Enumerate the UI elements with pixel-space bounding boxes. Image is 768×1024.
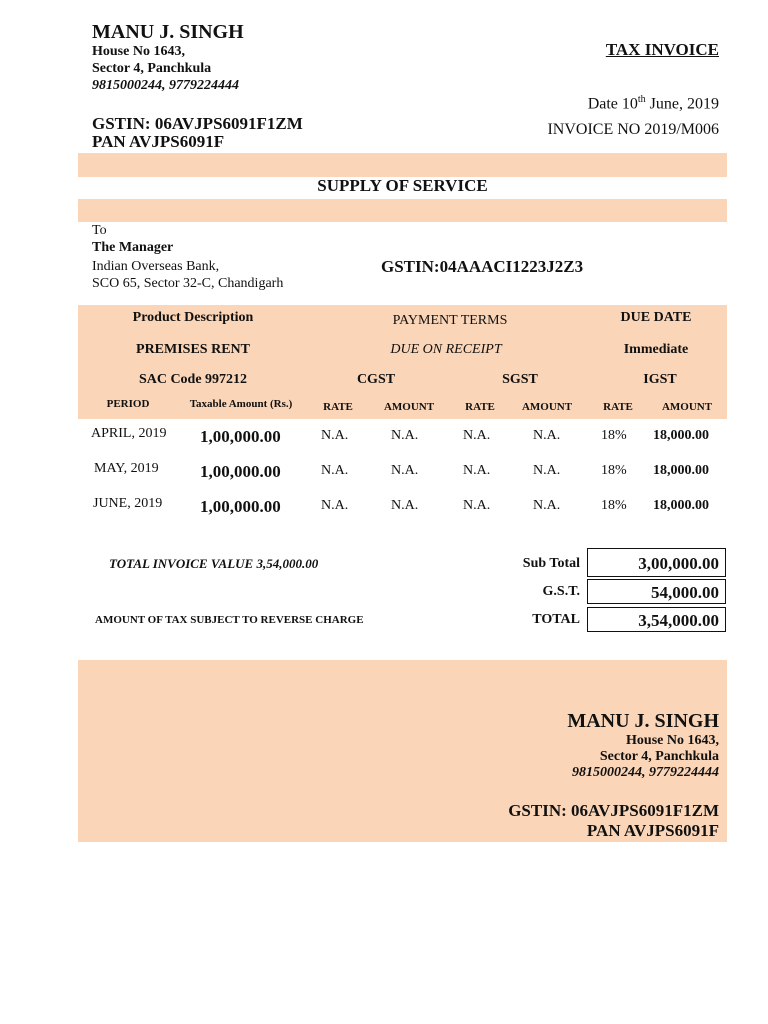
row-cgst-amount: N.A. (391, 498, 419, 513)
row-igst-amount: 18,000.00 (653, 498, 709, 513)
seller-name: MANU J. SINGH (92, 21, 244, 43)
seller-gstin: GSTIN: 06AVJPS6091F1ZM (92, 114, 303, 133)
supply-type: SUPPLY OF SERVICE (317, 176, 488, 195)
gst-value: 54,000.00 (651, 583, 719, 602)
row-igst-amount: 18,000.00 (653, 428, 709, 443)
col-igst-rate: RATE (603, 401, 633, 413)
seller-phones: 9815000244, 9779224444 (92, 78, 239, 93)
total-box (587, 607, 726, 632)
row-sgst-amount: N.A. (533, 498, 561, 513)
row-sgst-rate: N.A. (463, 428, 491, 443)
row-taxable: 1,00,000.00 (200, 497, 281, 516)
reverse-charge-label: AMOUNT OF TAX SUBJECT TO REVERSE CHARGE (95, 614, 364, 626)
buyer-address-line1: Indian Overseas Bank, (92, 259, 220, 274)
col-payment-terms: PAYMENT TERMS (392, 313, 508, 328)
row-igst-rate: 18% (601, 463, 627, 478)
payment-terms-value: DUE ON RECEIPT (390, 342, 502, 357)
gst-box (587, 579, 726, 604)
row-period: MAY, 2019 (94, 461, 159, 476)
subtotal-box (587, 548, 726, 577)
col-sgst: SGST (502, 372, 538, 387)
total-label: TOTAL (532, 612, 580, 627)
row-cgst-amount: N.A. (391, 428, 419, 443)
buyer-attention: The Manager (92, 240, 174, 255)
row-cgst-rate: N.A. (321, 428, 349, 443)
seller-pan: PAN AVJPS6091F (92, 132, 225, 151)
col-cgst-rate: RATE (323, 401, 353, 413)
seller-address-line1: House No 1643, (92, 44, 185, 59)
table-body (78, 420, 727, 525)
col-cgst: CGST (356, 372, 396, 387)
col-period: PERIOD (106, 398, 150, 410)
invoice-number: INVOICE NO 2019/M006 (547, 121, 719, 138)
invoice-date: Date 10th June, 2019 (587, 94, 719, 113)
footer-gstin: GSTIN: 06AVJPS6091F1ZM (508, 801, 719, 820)
footer-pan: PAN AVJPS6091F (586, 821, 719, 840)
row-igst-rate: 18% (601, 498, 627, 513)
row-sgst-rate: N.A. (463, 498, 491, 513)
table-row (78, 461, 727, 491)
footer-address-line2: Sector 4, Panchkula (599, 749, 719, 764)
row-cgst-rate: N.A. (321, 463, 349, 478)
col-igst: IGST (643, 372, 677, 387)
subtotal-label: Sub Total (522, 556, 580, 571)
seller-address-line2: Sector 4, Panchkula (92, 61, 212, 76)
row-taxable: 1,00,000.00 (200, 427, 281, 446)
col-product-description: Product Description (132, 310, 254, 325)
table-row (78, 426, 727, 456)
row-igst-rate: 18% (601, 428, 627, 443)
total-invoice-value: TOTAL INVOICE VALUE 3,54,000.00 (109, 556, 319, 571)
col-cgst-amount: AMOUNT (383, 401, 435, 413)
row-sgst-rate: N.A. (463, 463, 491, 478)
total-value: 3,54,000.00 (638, 611, 719, 630)
sac-code: SAC Code 997212 (138, 372, 248, 387)
col-taxable-amount: Taxable Amount (Rs.) (189, 398, 293, 410)
buyer-to: To (92, 223, 107, 238)
col-sgst-rate: RATE (465, 401, 495, 413)
footer-name: MANU J. SINGH (567, 710, 719, 732)
row-sgst-amount: N.A. (533, 463, 561, 478)
row-igst-amount: 18,000.00 (653, 463, 709, 478)
header-band-bottom (78, 199, 727, 222)
row-cgst-rate: N.A. (321, 498, 349, 513)
row-cgst-amount: N.A. (391, 463, 419, 478)
gst-label: G.S.T. (542, 584, 580, 599)
header-band-top (78, 153, 727, 177)
footer-address-line1: House No 1643, (626, 733, 719, 748)
buyer-gstin: GSTIN:04AAACI1223J2Z3 (381, 257, 584, 276)
row-period: JUNE, 2019 (93, 496, 163, 511)
col-igst-amount: AMOUNT (661, 401, 713, 413)
row-sgst-amount: N.A. (533, 428, 561, 443)
product-name: PREMISES RENT (136, 342, 250, 357)
subtotal-value: 3,00,000.00 (638, 554, 719, 573)
table-row (78, 496, 727, 526)
row-taxable: 1,00,000.00 (200, 462, 281, 481)
due-date-value: Immediate (623, 342, 689, 357)
col-due-date: DUE DATE (620, 310, 692, 325)
buyer-address-line2: SCO 65, Sector 32-C, Chandigarh (92, 276, 284, 291)
col-sgst-amount: AMOUNT (521, 401, 573, 413)
doc-title: TAX INVOICE (605, 40, 719, 59)
row-period: APRIL, 2019 (91, 426, 167, 441)
footer-phones: 9815000244, 9779224444 (572, 765, 719, 780)
